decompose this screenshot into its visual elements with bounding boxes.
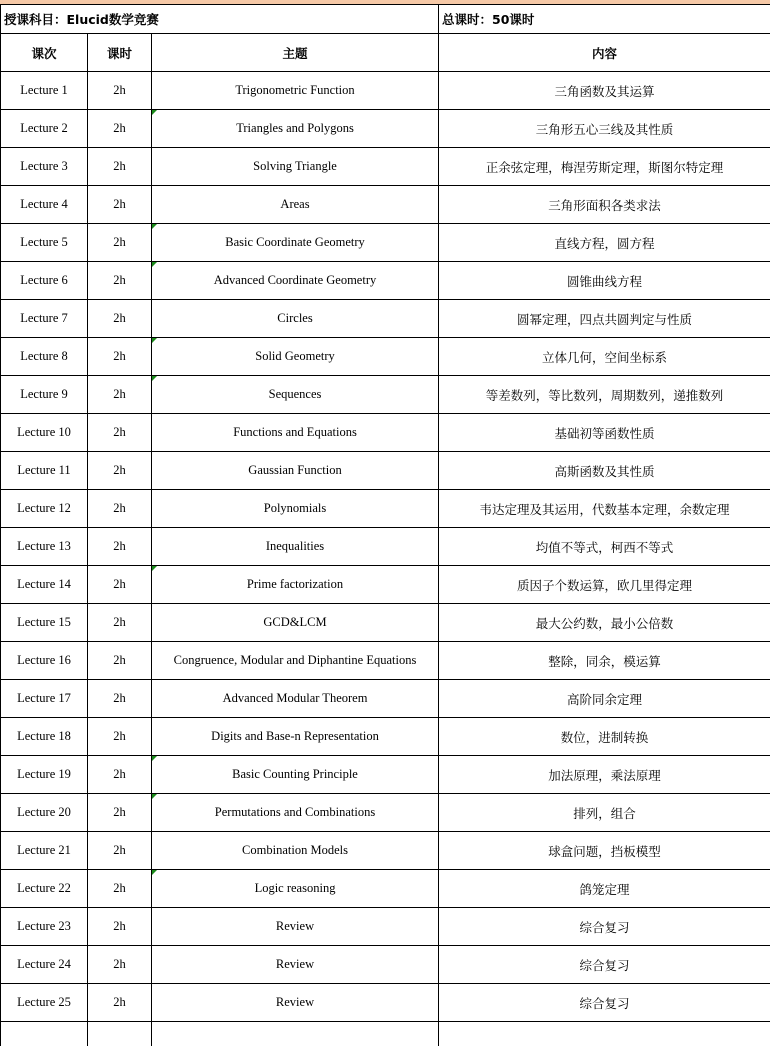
- content-cell-text: 三角函数及其运算: [554, 83, 655, 99]
- hours-cell[interactable]: [88, 452, 152, 490]
- content-cell-text: 等差数列，等比数列，周期数列，递推数列: [485, 387, 724, 403]
- content-cell[interactable]: [439, 262, 770, 300]
- topic-cell-text: Review: [275, 919, 315, 933]
- topic-cell-text: Prime factorization: [246, 577, 344, 591]
- table-row: [1, 376, 770, 414]
- hours-cell[interactable]: [88, 490, 152, 528]
- topic-cell-text: Basic Coordinate Geometry: [225, 235, 365, 249]
- content-cell-text: 综合复习: [579, 995, 630, 1011]
- hours-cell-text: 2h: [113, 615, 126, 629]
- lecture-cell[interactable]: [1, 908, 88, 946]
- topic-cell[interactable]: [152, 832, 439, 870]
- course-info-row: [1, 5, 770, 34]
- lecture-cell[interactable]: [1, 110, 88, 148]
- topic-cell-text: Trigonometric Function: [235, 83, 355, 97]
- content-cell[interactable]: [439, 832, 770, 870]
- content-cell[interactable]: [439, 376, 770, 414]
- hours-cell[interactable]: [88, 756, 152, 794]
- lecture-cell-text: Lecture 17: [17, 691, 71, 705]
- lecture-cell-text: Lecture 18: [17, 729, 71, 743]
- lecture-cell-text: Lecture 20: [17, 805, 71, 819]
- comment-indicator-icon: [152, 566, 157, 571]
- comment-indicator-icon: [152, 224, 157, 229]
- lecture-cell-text: Lecture 7: [20, 311, 68, 325]
- header-topic[interactable]: 主题: [152, 34, 439, 72]
- hours-cell-text: 2h: [113, 691, 126, 705]
- topic-cell-text: Sequences: [268, 387, 322, 401]
- lecture-cell-text: Lecture 4: [20, 197, 68, 211]
- comment-indicator-icon: [152, 794, 157, 799]
- empty-cell[interactable]: [1, 1022, 88, 1046]
- hours-cell-text: 2h: [113, 957, 126, 971]
- lecture-cell-text: Lecture 13: [17, 539, 71, 553]
- table-row: [1, 224, 770, 262]
- content-cell-text: 鸽笼定理: [579, 881, 630, 897]
- lecture-cell[interactable]: [1, 832, 88, 870]
- lecture-cell-text: Lecture 23: [17, 919, 71, 933]
- hours-cell-text: 2h: [113, 159, 126, 173]
- lecture-cell-text: Lecture 3: [20, 159, 68, 173]
- topic-cell-text: Congruence, Modular and Diphantine Equations: [173, 653, 417, 667]
- hours-cell-text: 2h: [113, 653, 126, 667]
- header-lecture[interactable]: 课次: [1, 34, 88, 72]
- topic-cell[interactable]: [152, 110, 439, 148]
- hours-cell[interactable]: [88, 794, 152, 832]
- lecture-cell-text: Lecture 1: [20, 83, 68, 97]
- content-cell-text: 综合复习: [579, 957, 630, 973]
- table-row: [1, 642, 770, 680]
- empty-row: [1, 1022, 770, 1046]
- content-cell-text: 正余弦定理，梅涅劳斯定理，斯图尔特定理: [485, 159, 724, 175]
- lecture-cell[interactable]: [1, 148, 88, 186]
- comment-indicator-icon: [152, 262, 157, 267]
- content-cell-text: 直线方程，圆方程: [554, 235, 655, 251]
- hours-cell-text: 2h: [113, 843, 126, 857]
- content-cell-text: 韦达定理及其运用，代数基本定理，余数定理: [479, 501, 730, 517]
- content-cell[interactable]: [439, 224, 770, 262]
- lecture-cell-text: Lecture 5: [20, 235, 68, 249]
- content-cell[interactable]: [439, 984, 770, 1022]
- hours-cell[interactable]: [88, 984, 152, 1022]
- table-row: [1, 718, 770, 756]
- content-cell[interactable]: [439, 680, 770, 718]
- content-cell[interactable]: [439, 946, 770, 984]
- lecture-cell[interactable]: [1, 452, 88, 490]
- lecture-cell-text: Lecture 24: [17, 957, 71, 971]
- header-row: [1, 34, 770, 72]
- content-cell[interactable]: [439, 300, 770, 338]
- table-row: [1, 832, 770, 870]
- lecture-cell-text: Lecture 19: [17, 767, 71, 781]
- topic-cell-text: Gaussian Function: [248, 463, 342, 477]
- topic-cell[interactable]: [152, 908, 439, 946]
- total-hours-cell[interactable]: 总课时：50课时: [439, 5, 770, 34]
- lecture-cell-text: Lecture 14: [17, 577, 71, 591]
- content-cell[interactable]: [439, 148, 770, 186]
- content-cell-text: 最大公约数，最小公倍数: [535, 615, 674, 631]
- topic-cell-text: GCD&LCM: [263, 615, 327, 629]
- empty-cell[interactable]: [88, 1022, 152, 1046]
- content-cell-text: 均值不等式，柯西不等式: [535, 539, 674, 555]
- header-hours[interactable]: 课时: [88, 34, 152, 72]
- topic-cell[interactable]: [152, 72, 439, 110]
- hours-cell[interactable]: [88, 718, 152, 756]
- lecture-cell[interactable]: [1, 186, 88, 224]
- lecture-cell[interactable]: [1, 642, 88, 680]
- header-content[interactable]: 内容: [439, 34, 770, 72]
- hours-cell-text: 2h: [113, 121, 126, 135]
- table-row: [1, 680, 770, 718]
- comment-indicator-icon: [152, 376, 157, 381]
- topic-cell-text: Permutations and Combinations: [214, 805, 376, 819]
- hours-cell-text: 2h: [113, 425, 126, 439]
- table-row: [1, 262, 770, 300]
- table-row: [1, 72, 770, 110]
- topic-cell-text: Inequalities: [265, 539, 325, 553]
- table-row: [1, 984, 770, 1022]
- topic-cell-text: Basic Counting Principle: [232, 767, 358, 781]
- empty-cell[interactable]: [152, 1022, 439, 1046]
- topic-cell-text: Solid Geometry: [255, 349, 335, 363]
- hours-cell[interactable]: [88, 908, 152, 946]
- hours-cell[interactable]: [88, 110, 152, 148]
- topic-cell-text: Triangles and Polygons: [236, 121, 354, 135]
- lecture-cell[interactable]: [1, 72, 88, 110]
- table-row: [1, 414, 770, 452]
- hours-cell-text: 2h: [113, 539, 126, 553]
- hours-cell[interactable]: [88, 338, 152, 376]
- empty-cell[interactable]: [439, 1022, 770, 1046]
- table-row: [1, 490, 770, 528]
- hours-cell[interactable]: [88, 414, 152, 452]
- topic-cell[interactable]: [152, 376, 439, 414]
- content-cell-text: 基础初等函数性质: [554, 425, 655, 441]
- topic-cell-text: Functions and Equations: [233, 425, 357, 439]
- hours-cell-text: 2h: [113, 463, 126, 477]
- content-cell[interactable]: [439, 908, 770, 946]
- content-cell-text: 球盒问题，挡板模型: [548, 843, 661, 859]
- lecture-cell[interactable]: [1, 984, 88, 1022]
- content-cell[interactable]: [439, 756, 770, 794]
- lecture-cell-text: Lecture 12: [17, 501, 71, 515]
- hours-cell[interactable]: [88, 300, 152, 338]
- content-cell[interactable]: [439, 870, 770, 908]
- topic-cell-text: Combination Models: [242, 843, 348, 857]
- lecture-cell[interactable]: [1, 870, 88, 908]
- topic-cell[interactable]: [152, 642, 439, 680]
- topic-cell[interactable]: [152, 262, 439, 300]
- lecture-cell-text: Lecture 10: [17, 425, 71, 439]
- hours-cell[interactable]: [88, 262, 152, 300]
- content-cell[interactable]: [439, 110, 770, 148]
- topic-cell[interactable]: [152, 946, 439, 984]
- hours-cell[interactable]: [88, 224, 152, 262]
- topic-cell[interactable]: [152, 338, 439, 376]
- table-row: [1, 110, 770, 148]
- lecture-cell-text: Lecture 15: [17, 615, 71, 629]
- lecture-cell[interactable]: [1, 414, 88, 452]
- content-cell-text: 高阶同余定理: [567, 691, 643, 707]
- hours-cell[interactable]: [88, 528, 152, 566]
- topic-cell[interactable]: [152, 528, 439, 566]
- lecture-cell[interactable]: [1, 946, 88, 984]
- content-cell[interactable]: [439, 642, 770, 680]
- hours-cell-text: 2h: [113, 349, 126, 363]
- topic-cell[interactable]: [152, 300, 439, 338]
- table-row: [1, 604, 770, 642]
- topic-cell-text: Review: [275, 957, 315, 971]
- lecture-cell-text: Lecture 11: [17, 463, 71, 477]
- topic-cell[interactable]: [152, 718, 439, 756]
- topic-cell[interactable]: [152, 414, 439, 452]
- topic-cell[interactable]: [152, 870, 439, 908]
- table-row: [1, 566, 770, 604]
- lecture-cell[interactable]: [1, 262, 88, 300]
- hours-cell[interactable]: [88, 680, 152, 718]
- lecture-cell-text: Lecture 21: [17, 843, 71, 857]
- hours-cell-text: 2h: [113, 767, 126, 781]
- lecture-cell[interactable]: [1, 756, 88, 794]
- topic-cell-text: Polynomials: [263, 501, 327, 515]
- hours-cell[interactable]: [88, 642, 152, 680]
- hours-cell-text: 2h: [113, 197, 126, 211]
- comment-indicator-icon: [152, 756, 157, 761]
- lecture-cell[interactable]: [1, 794, 88, 832]
- lecture-cell[interactable]: [1, 490, 88, 528]
- lecture-cell-text: Lecture 2: [20, 121, 68, 135]
- content-cell[interactable]: [439, 414, 770, 452]
- content-cell[interactable]: [439, 490, 770, 528]
- hours-cell-text: 2h: [113, 805, 126, 819]
- content-cell-text: 高斯函数及其性质: [554, 463, 655, 479]
- topic-cell[interactable]: [152, 794, 439, 832]
- lecture-cell[interactable]: [1, 300, 88, 338]
- lecture-cell-text: Lecture 8: [20, 349, 68, 363]
- topic-cell-text: Advanced Coordinate Geometry: [213, 273, 377, 287]
- hours-cell[interactable]: [88, 870, 152, 908]
- topic-cell[interactable]: [152, 186, 439, 224]
- topic-cell[interactable]: [152, 148, 439, 186]
- lecture-cell[interactable]: [1, 604, 88, 642]
- lecture-cell[interactable]: [1, 680, 88, 718]
- content-cell[interactable]: [439, 72, 770, 110]
- topic-cell-text: Review: [275, 995, 315, 1009]
- hours-cell[interactable]: [88, 72, 152, 110]
- hours-cell[interactable]: [88, 946, 152, 984]
- course-schedule-table: [0, 4, 770, 1046]
- hours-cell-text: 2h: [113, 501, 126, 515]
- course-subject-cell[interactable]: 授课科目：Elucid数学竞赛: [1, 5, 439, 34]
- table-row: [1, 300, 770, 338]
- topic-cell[interactable]: [152, 604, 439, 642]
- hours-cell-text: 2h: [113, 387, 126, 401]
- content-cell-text: 整除，同余，模运算: [548, 653, 661, 669]
- topic-cell[interactable]: [152, 452, 439, 490]
- table-row: [1, 148, 770, 186]
- hours-cell[interactable]: [88, 832, 152, 870]
- content-cell[interactable]: [439, 528, 770, 566]
- content-cell[interactable]: [439, 566, 770, 604]
- topic-cell-text: Digits and Base-n Representation: [211, 729, 379, 743]
- lecture-cell[interactable]: [1, 338, 88, 376]
- lecture-cell[interactable]: [1, 376, 88, 414]
- content-cell[interactable]: [439, 794, 770, 832]
- comment-indicator-icon: [152, 870, 157, 875]
- hours-cell[interactable]: [88, 376, 152, 414]
- table-row: [1, 452, 770, 490]
- content-cell-text: 质因子个数运算，欧几里得定理: [517, 577, 693, 593]
- hours-cell-text: 2h: [113, 919, 126, 933]
- lecture-cell[interactable]: [1, 224, 88, 262]
- hours-cell-text: 2h: [113, 235, 126, 249]
- lecture-cell[interactable]: [1, 528, 88, 566]
- hours-cell-text: 2h: [113, 995, 126, 1009]
- topic-cell[interactable]: [152, 490, 439, 528]
- content-cell-text: 圆幂定理，四点共圆判定与性质: [517, 311, 693, 327]
- table-row: [1, 528, 770, 566]
- lecture-cell[interactable]: [1, 718, 88, 756]
- content-cell[interactable]: [439, 718, 770, 756]
- hours-cell-text: 2h: [113, 577, 126, 591]
- hours-cell[interactable]: [88, 566, 152, 604]
- table-row: [1, 756, 770, 794]
- topic-cell[interactable]: [152, 224, 439, 262]
- topic-cell[interactable]: [152, 680, 439, 718]
- topic-cell-text: Circles: [277, 311, 313, 325]
- hours-cell-text: 2h: [113, 729, 126, 743]
- hours-cell-text: 2h: [113, 881, 126, 895]
- content-cell-text: 排列，组合: [573, 805, 636, 821]
- hours-cell[interactable]: [88, 604, 152, 642]
- content-cell[interactable]: [439, 452, 770, 490]
- content-cell-text: 数位，进制转换: [560, 729, 649, 745]
- table-row: [1, 794, 770, 832]
- lecture-cell-text: Lecture 9: [20, 387, 68, 401]
- hours-cell[interactable]: [88, 148, 152, 186]
- table-row: [1, 870, 770, 908]
- topic-cell[interactable]: [152, 984, 439, 1022]
- content-cell-text: 三角形五心三线及其性质: [535, 121, 674, 137]
- lecture-cell-text: Lecture 22: [17, 881, 71, 895]
- lecture-cell-text: Lecture 25: [17, 995, 71, 1009]
- comment-indicator-icon: [152, 338, 157, 343]
- content-cell-text: 立体几何，空间坐标系: [542, 349, 668, 365]
- content-cell[interactable]: [439, 604, 770, 642]
- topic-cell-text: Areas: [280, 197, 310, 211]
- topic-cell-text: Solving Triangle: [253, 159, 337, 173]
- content-cell[interactable]: [439, 338, 770, 376]
- table-row: [1, 946, 770, 984]
- table-row: [1, 186, 770, 224]
- hours-cell-text: 2h: [113, 311, 126, 325]
- content-cell-text: 三角形面积各类求法: [548, 197, 661, 213]
- lecture-cell-text: Lecture 6: [20, 273, 68, 287]
- hours-cell[interactable]: [88, 186, 152, 224]
- comment-indicator-icon: [152, 110, 157, 115]
- content-cell[interactable]: [439, 186, 770, 224]
- topic-cell-text: Advanced Modular Theorem: [222, 691, 368, 705]
- content-cell-text: 加法原理，乘法原理: [548, 767, 661, 783]
- table-row: [1, 908, 770, 946]
- topic-cell[interactable]: [152, 756, 439, 794]
- lecture-cell-text: Lecture 16: [17, 653, 71, 667]
- topic-cell-text: Logic reasoning: [254, 881, 336, 895]
- content-cell-text: 圆锥曲线方程: [567, 273, 643, 289]
- content-cell-text: 综合复习: [579, 919, 630, 935]
- hours-cell-text: 2h: [113, 273, 126, 287]
- hours-cell-text: 2h: [113, 83, 126, 97]
- topic-cell[interactable]: [152, 566, 439, 604]
- table-row: [1, 338, 770, 376]
- lecture-cell[interactable]: [1, 566, 88, 604]
